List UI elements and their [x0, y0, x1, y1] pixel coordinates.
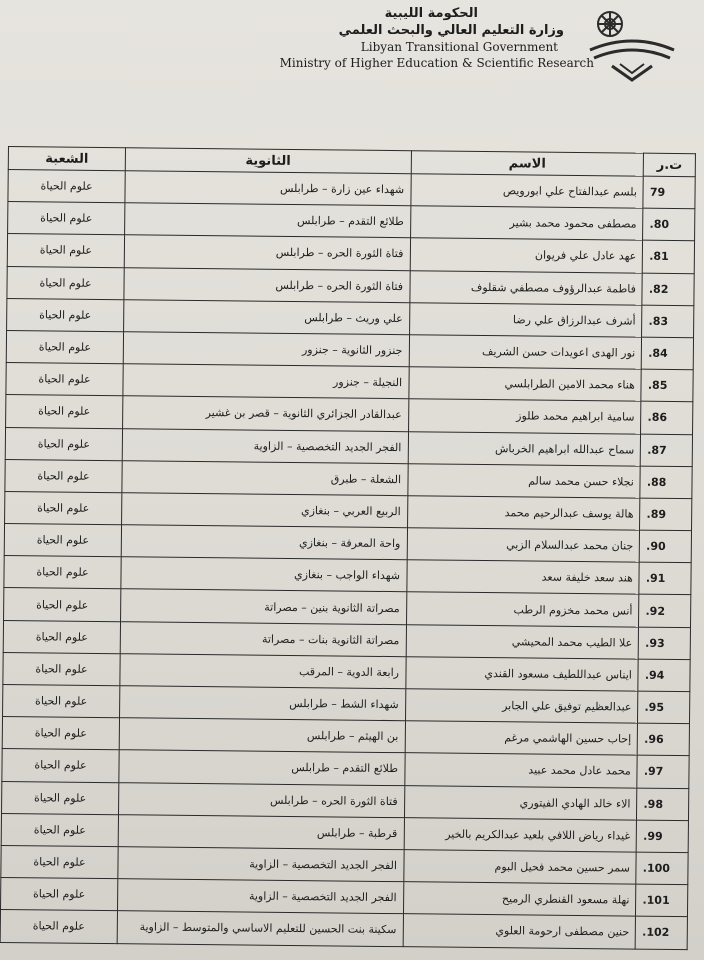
row-number: .86: [641, 401, 693, 434]
student-roster-table: [0, 146, 696, 950]
letterhead: [144, 6, 594, 106]
column-header-number: ت.ر: [644, 153, 696, 177]
branch-name: علوم الحياة: [8, 170, 125, 203]
school-name: عبدالقادر الجزائري الثانوية – قصر بن غشير: [123, 396, 409, 431]
student-name: إحاب حسين الهاشمي مرغم: [405, 721, 638, 756]
branch-name: علوم الحياة: [3, 652, 120, 685]
student-name: سمر حسين محمد فحيل البوم: [403, 850, 636, 885]
row-number: .97: [637, 756, 689, 789]
branch-name: علوم الحياة: [5, 427, 122, 460]
column-header-branch: الشعبة: [8, 147, 125, 171]
branch-name: علوم الحياة: [2, 749, 119, 782]
row-number: .98: [637, 788, 689, 821]
branch-name: علوم الحياة: [8, 202, 125, 235]
government-name-arabic: الحكومة الليبية: [384, 6, 478, 21]
school-name: الفجر الجديد التخصصية – الزاوية: [117, 879, 403, 914]
school-name: بن الهيثم – طرابلس: [119, 718, 405, 753]
student-name: محمد عادل محمد عبيد: [404, 753, 637, 788]
row-number: .85: [641, 369, 693, 402]
school-name: واحة المعرفة – بنغازي: [121, 525, 407, 560]
column-header-name: الاسم: [411, 151, 644, 176]
school-name: قرطبة – طرابلس: [118, 814, 404, 849]
school-name: طلائع التقدم – طرابلس: [125, 203, 411, 238]
row-number: .92: [639, 595, 691, 628]
branch-name: علوم الحياة: [1, 845, 118, 878]
branch-name: علوم الحياة: [6, 330, 123, 363]
branch-name: علوم الحياة: [4, 588, 121, 621]
row-number: .84: [642, 337, 694, 370]
school-name: جنزور الثانوية – جنزور: [123, 332, 409, 367]
row-number: .82: [642, 273, 694, 306]
row-number: .102: [636, 916, 688, 949]
branch-name: علوم الحياة: [4, 556, 121, 589]
student-name: هالة يوسف عبدالرحيم محمد: [407, 496, 640, 531]
row-number: .101: [636, 884, 688, 917]
branch-name: علوم الحياة: [1, 878, 118, 911]
row-number: .81: [643, 241, 695, 274]
branch-name: علوم الحياة: [0, 910, 117, 943]
student-name: أشرف عبدالرزاق علي رضا: [409, 302, 642, 337]
row-number: .93: [639, 627, 691, 660]
branch-name: علوم الحياة: [5, 459, 122, 492]
row-number: .94: [638, 659, 690, 692]
student-name: ايناس عبداللطيف مسعود القندي: [405, 657, 638, 692]
school-name: الربيع العربي – بنغازي: [122, 493, 408, 528]
student-name: غيداء رياض اللافي بلعيد عبدالكريم بالخير: [404, 817, 637, 852]
school-name: فتاة الثورة الحره – طرابلس: [124, 235, 410, 270]
branch-name: علوم الحياة: [7, 234, 124, 267]
branch-name: علوم الحياة: [3, 620, 120, 653]
row-number: .80: [643, 208, 695, 241]
school-name: مصراتة الثانوية بنين – مصراتة: [120, 589, 406, 624]
row-number: .100: [636, 852, 688, 885]
row-number: .91: [639, 562, 691, 595]
school-name: شهداء الواجب – بنغازي: [121, 557, 407, 592]
school-name: الفجر الجديد التخصصية – الزاوية: [122, 428, 408, 463]
school-name: النجيلة – جنزور: [123, 364, 409, 399]
row-number: 79: [643, 176, 695, 209]
school-name: شهداء عين زارة – طرابلس: [125, 171, 411, 206]
student-name: نجلاء حسن محمد سالم: [407, 463, 640, 498]
row-number: .90: [640, 530, 692, 563]
student-name: علا الطيب محمد المحيشي: [406, 624, 639, 659]
student-name: عبدالعظيم توفيق علي الجابر: [405, 689, 638, 724]
school-name: علي وريث – طرابلس: [124, 299, 410, 334]
student-name: عهد عادل علي فريوان: [410, 238, 643, 273]
school-name: رابعة الدوية – المرقب: [120, 654, 406, 689]
student-name: سامية ابراهيم محمد طلوز: [408, 399, 641, 434]
student-name: الاء خالد الهادي الفيتوري: [404, 785, 637, 820]
column-header-school: الثانوية: [125, 148, 411, 174]
ministry-logo-icon: [582, 6, 682, 86]
student-name: مصطفى محمود محمد بشير: [410, 206, 643, 241]
branch-name: علوم الحياة: [6, 363, 123, 396]
branch-name: علوم الحياة: [1, 813, 118, 846]
school-name: سكينة بنت الحسين للتعليم الاساسي والمتوسط – الزاوية: [117, 911, 403, 946]
student-name: حنين مصطفى ارحومة العلوي: [403, 914, 636, 949]
student-name: نور الهدى اعويدات حسن الشريف: [409, 335, 642, 370]
student-name: فاطمة عبدالرؤوف مصطفي شقلوف: [409, 270, 642, 305]
branch-name: علوم الحياة: [7, 298, 124, 331]
table-row: [0, 910, 687, 949]
student-name: نهلة مسعود القنطري الرميح: [403, 882, 636, 917]
ministry-name-arabic: وزارة التعليم العالي والبحث العلمي: [338, 23, 564, 38]
school-name: الفجر الجديد التخصصية – الزاوية: [118, 847, 404, 882]
student-name: جنان محمد عبدالسلام الزبي: [407, 528, 640, 563]
branch-name: علوم الحياة: [3, 684, 120, 717]
row-number: .96: [638, 723, 690, 756]
school-name: طلائع التقدم – طرابلس: [119, 750, 405, 785]
branch-name: علوم الحياة: [6, 395, 123, 428]
student-name: أنس محمد مخزوم الرطب: [406, 592, 639, 627]
branch-name: علوم الحياة: [4, 524, 121, 557]
row-number: .83: [642, 305, 694, 338]
row-number: .95: [638, 691, 690, 724]
branch-name: علوم الحياة: [2, 717, 119, 750]
government-name-english: Libyan Transitional Government: [360, 40, 558, 54]
row-number: .87: [641, 434, 693, 467]
student-name: هند سعد خليفة سعد: [406, 560, 639, 595]
row-number: .99: [637, 820, 689, 853]
student-name: هناء محمد الامين الطرابلسي: [408, 367, 641, 402]
school-name: فتاة الثورة الحره – طرابلس: [118, 782, 404, 817]
student-name: بلسم عبدالفتاح علي ابورويص: [410, 174, 643, 209]
row-number: .88: [640, 466, 692, 499]
school-name: فتاة الثورة الحره – طرابلس: [124, 267, 410, 302]
student-name: سماح عبدالله ابراهيم الخرباش: [408, 431, 641, 466]
branch-name: علوم الحياة: [2, 781, 119, 814]
ministry-name-english: Ministry of Higher Education & Scientific Research: [279, 56, 594, 70]
row-number: .89: [640, 498, 692, 531]
school-name: الشعلة – طبرق: [122, 460, 408, 495]
branch-name: علوم الحياة: [7, 266, 124, 299]
school-name: مصراتة الثانوية بنات – مصراتة: [120, 621, 406, 656]
school-name: شهداء الشط – طرابلس: [119, 686, 405, 721]
branch-name: علوم الحياة: [5, 491, 122, 524]
